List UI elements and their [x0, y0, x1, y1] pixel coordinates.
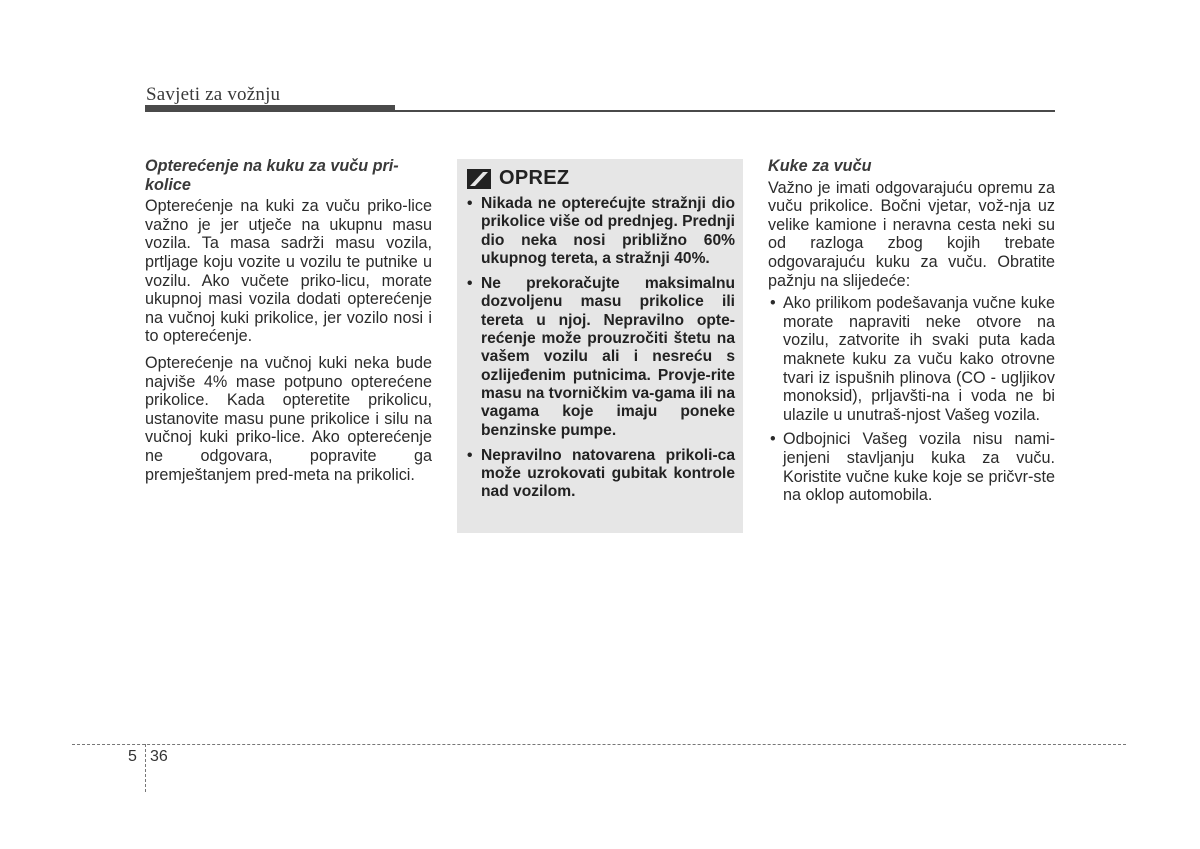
caution-item: • Nepravilno natovarena prikoli-ca može uzrokovati gubitak kontrole nad vozilom. [465, 447, 735, 502]
right-bullet-item: • Ako prilikom podešavanja vučne kuke morate napraviti neke otvore na vozilu, zatvorite ih svaki puta kada maknete kuku za vuču kako otrovne tvari iz ispušnih plinova (CO - ugljikov monoksid), prljavšti-na i voda ne bi ulazile u unutraš-njost Vašeg vozila. [768, 294, 1055, 424]
right-bullet-item: • Odbojnici Vašeg vozila nisu nami-jenjeni stavljanju kuka za vuču. Koristite vučne kuke koje se pričvr-ste na oklop automobila. [768, 430, 1055, 504]
right-intro: Važno je imati odgovarajuću opremu za vuču prikolice. Bočni vjetar, vož-nja uz velike kamione i neravna cesta neki su od razloga zbog kojih trebate odgovarajuću kuku za vuču. Obratite pažnju na slijedeće: [768, 178, 1055, 290]
caution-box [457, 159, 743, 533]
page-number: 36 [150, 748, 168, 765]
caution-slash-icon [467, 169, 491, 189]
left-heading: Opterećenje na kuku za vuču pri-kolice [145, 157, 399, 194]
caution-header [467, 167, 569, 190]
right-column [768, 157, 1055, 511]
left-paragraph-2: Opterećenje na vučnoj kuki neka bude najviše 4% mase potpuno opterećene prikolice. Kada opteretite prikolicu, ustanovite masu pune prikolice i silu na vučnoj kuki priko-lice. Ako opterećenje ne odgovara, popravite ga premještanjem pred-meta na prikolici. [145, 353, 432, 484]
right-bullet-list [768, 294, 1055, 505]
footer-dashed-divider [145, 744, 146, 792]
header-rule-thick [145, 105, 395, 112]
section-title: Savjeti za vožnju [146, 84, 281, 105]
caution-list [465, 195, 735, 509]
caution-item: • Ne prekoračujte maksimalnu dozvoljenu masu prikolice ili tereta u njoj. Nepravilno opte-rećenje može prouzročiti štetu na vašem vozilu ali i nesreću s ozlijeđenim putnicima. Provje-rite masu na tvorničkim va-gama ili na vagama koje imaju poneke benzinske pumpe. [465, 275, 735, 440]
footer-dashed-rule [72, 744, 1126, 745]
chapter-number: 5 [128, 748, 137, 765]
caution-title: OPREZ [499, 167, 570, 189]
header-rule-thin [395, 110, 1055, 112]
left-paragraph-1: Opterećenje na kuki za vuču priko-lice važno je jer utječe na ukupnu masu vozila. Ta masa sadrži masu vozila, prtljage koju vozite u vozilu te putnike u vozilu. Ako vučete priko-licu, morate ukupnoj masi vozila dodati opterećenje na vučnoj kuki prikolice, jer vozilo nosi i to opterećenje. [145, 197, 432, 346]
left-column [145, 157, 432, 492]
right-heading: Kuke za vuču [768, 157, 872, 175]
caution-item: • Nikada ne opterećujte stražnji dio prikolice više od prednjeg. Prednji dio neka nosi približno 60% ukupnog tereta, a stražnji 40%. [465, 195, 735, 268]
